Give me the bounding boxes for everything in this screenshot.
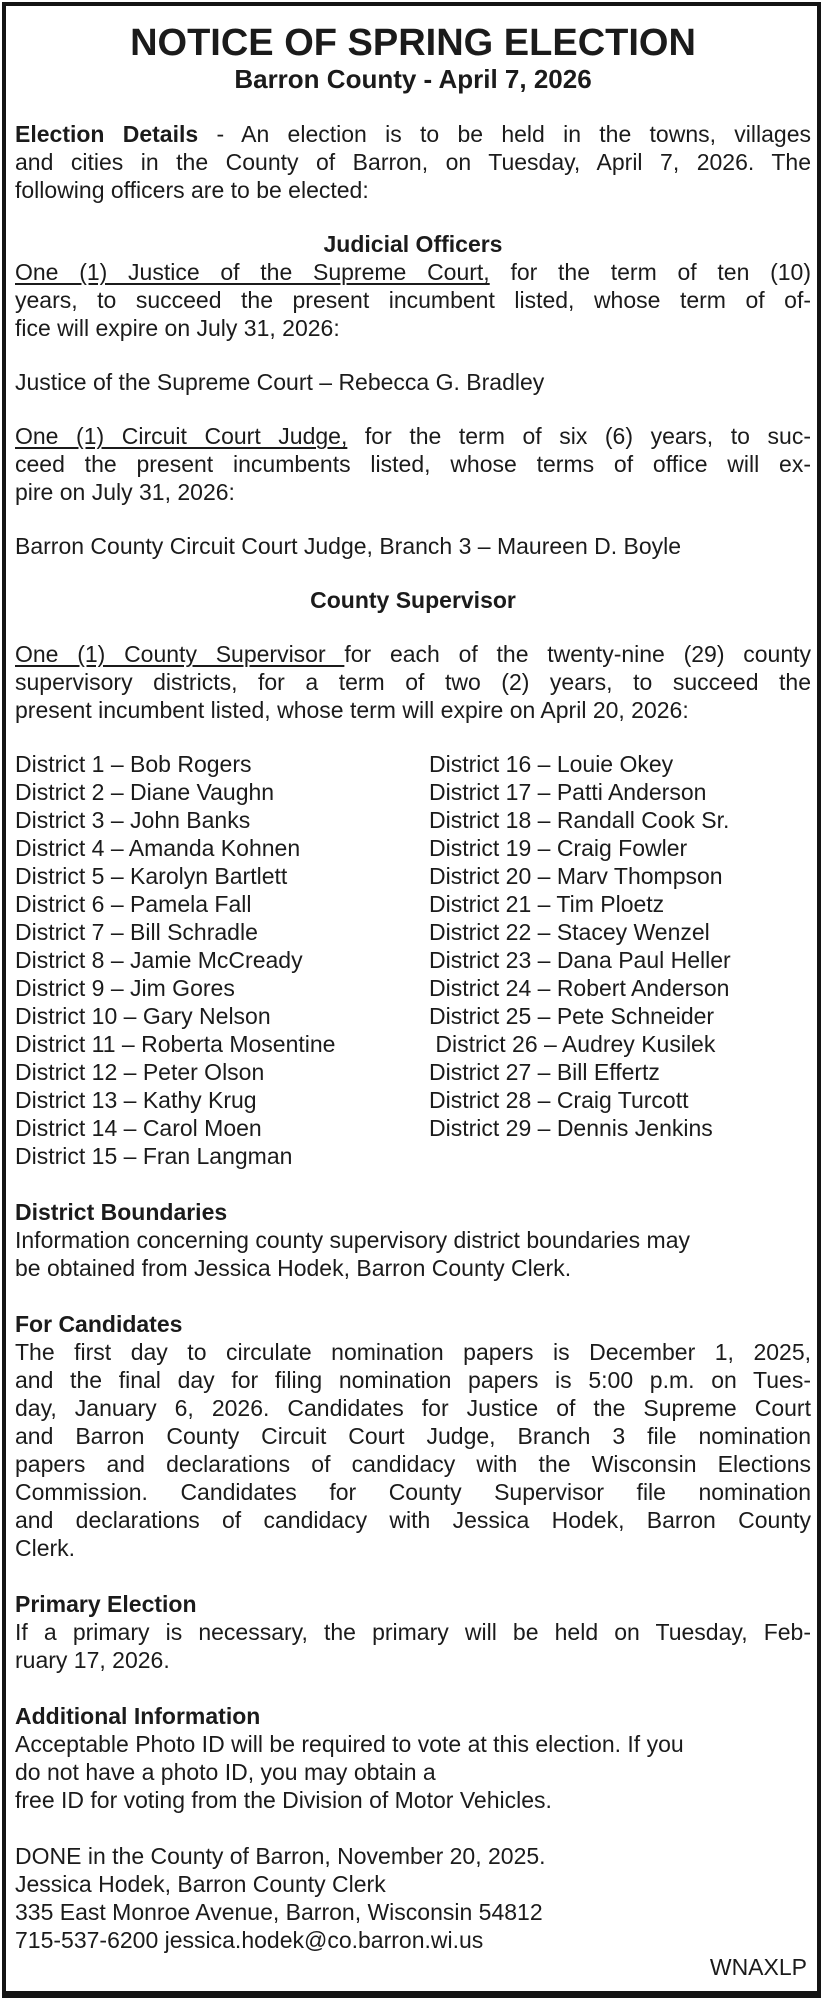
text-line: District 14 – Carol Moen [15,1115,262,1141]
text-line: Clerk. [15,1535,76,1561]
text-line: District 7 – Bill Schradle [15,919,258,945]
text-line: fice will expire on July 31, 2026: [15,315,340,341]
text-line: District 2 – Diane Vaughn [15,779,275,805]
text-line: 715-537-6200 jessica.hodek@co.barron.wi.us [15,1927,484,1953]
heading-primary-election: Primary Election [15,1591,197,1617]
text-line: District 18 – Randall Cook Sr. [429,807,730,833]
text-line [15,422,811,450]
lead-underline: One (1) County Supervisor [15,641,345,667]
paragraph-supreme-court-seat [15,258,811,342]
incumbent-supreme-court: Justice of the Supreme Court – Rebecca G. Bradley [15,369,545,395]
plain-text: for the term of ten (10) [489,259,811,285]
paragraph-additional-information [15,1730,811,1814]
heading-additional-information: Additional Information [15,1703,261,1729]
text-line: District 29 – Dennis Jenkins [429,1115,713,1141]
text-line: and declarations of candidacy with Jessica Hodek, Barron County [15,1507,811,1533]
text-line: District 8 – Jamie McCready [15,947,303,973]
paragraph-district-boundaries [15,1226,811,1282]
text-line: Commission. Candidates for County Supervisor file nomination [15,1479,811,1505]
text-line: 335 East Monroe Avenue, Barron, Wisconsin 54812 [15,1899,543,1925]
closing-block [15,1842,811,1954]
text-line: District 17 – Patti Anderson [429,779,707,805]
text-line: Jessica Hodek, Barron County Clerk [15,1871,386,1897]
plain-text: for the term of six (6) years, to suc- [347,423,811,449]
text-line: supervisory districts, for a term of two (2) years, to succeed the [15,669,811,695]
text-line: District 21 – Tim Ploetz [429,891,665,917]
text-line: District 16 – Louie Okey [429,751,674,777]
text-line: District 10 – Gary Nelson [15,1003,271,1029]
text-line [15,120,811,148]
text-line: papers and declarations of candidacy with the Wisconsin Elections [15,1451,811,1477]
lead-underline: One (1) Circuit Court Judge, [15,423,348,449]
paragraph-circuit-court-seat [15,422,811,506]
text-line: District 5 – Karolyn Bartlett [15,863,288,889]
heading-judicial-officers: Judicial Officers [323,231,503,257]
text-line: and the final day for filing nomination papers is 5:00 p.m. on Tues- [15,1367,811,1393]
notice-subtitle: Barron County - April 7, 2026 [234,64,592,94]
text-line: years, to succeed the present incumbent listed, whose term of of- [15,287,811,313]
text-line: ceed the present incumbents listed, whose terms of office will ex- [15,451,811,477]
text-line: free ID for voting from the Division of Motor Vehicles. [15,1787,552,1813]
incumbent-circuit-court: Barron County Circuit Court Judge, Branch 3 – Maureen D. Boyle [15,533,682,559]
text-line: District 9 – Jim Gores [15,975,235,1001]
text-line: ruary 17, 2026. [15,1647,170,1673]
text-line [15,258,811,286]
lead-bold: Election Details [15,121,199,147]
plain-text: - An election is to be held in the towns, villages [198,121,811,147]
paragraph-primary-election [15,1618,811,1674]
text-line: District 12 – Peter Olson [15,1059,265,1085]
text-line: The first day to circulate nomination papers is December 1, 2025, [15,1339,811,1365]
text-line: District 27 – Bill Effertz [429,1059,660,1085]
lead-underline: One (1) Justice of the Supreme Court, [15,259,490,285]
text-line: District 11 – Roberta Mosentine [15,1031,336,1057]
paragraph-county-supervisor-seats [15,640,811,724]
text-line: District 19 – Craig Fowler [429,835,688,861]
text-line: day, January 6, 2026. Candidates for Justice of the Supreme Court [15,1395,811,1421]
text-line: District 28 – Craig Turcott [429,1087,689,1113]
heading-county-supervisor: County Supervisor [310,587,516,613]
text-line: District 22 – Stacey Wenzel [429,919,710,945]
text-line: District 20 – Marv Thompson [429,863,723,889]
text-line: District 23 – Dana Paul Heller [429,947,731,973]
text-line: District 25 – Pete Schneider [429,1003,715,1029]
text-line: pire on July 31, 2026: [15,479,235,505]
text-line: District 6 – Pamela Fall [15,891,252,917]
text-line: Acceptable Photo ID will be required to vote at this election. If you [15,1731,684,1757]
text-line: District 1 – Bob Rogers [15,751,252,777]
text-line: District 24 – Robert Anderson [429,975,730,1001]
heading-district-boundaries: District Boundaries [15,1199,228,1225]
text-line: District 13 – Kathy Krug [15,1087,257,1113]
plain-text: for each of the twenty-nine (29) county [344,641,811,667]
text-line: If a primary is necessary, the primary will be held on Tuesday, Feb- [15,1619,811,1645]
text-line: District 4 – Amanda Kohnen [15,835,301,861]
district-incumbent-list [15,750,811,1170]
text-line [15,640,811,668]
district-column-right [429,750,811,1170]
text-line: Information concerning county supervisory district boundaries may [15,1227,690,1253]
paragraph-for-candidates [15,1338,811,1562]
notice-title: NOTICE OF SPRING ELECTION [130,22,696,64]
text-line: following officers are to be elected: [15,177,369,203]
notice-border-frame [2,2,821,1998]
paragraph-election-details [15,120,811,204]
text-line: and cities in the County of Barron, on Tuesday, April 7, 2026. The [15,149,811,175]
text-line: District 26 – Audrey Kusilek [429,1031,716,1057]
text-line: present incumbent listed, whose term will expire on April 20, 2026: [15,697,689,723]
text-line: do not have a photo ID, you may obtain a [15,1759,436,1785]
text-line: DONE in the County of Barron, November 20, 2025. [15,1843,546,1869]
wnaxlp-tag: WNAXLP [709,1954,807,1980]
text-line: and Barron County Circuit Court Judge, Branch 3 file nomination [15,1423,811,1449]
text-line: District 15 – Fran Langman [15,1143,293,1169]
text-line: be obtained from Jessica Hodek, Barron County Clerk. [15,1255,572,1281]
text-line: District 3 – John Banks [15,807,251,833]
heading-for-candidates: For Candidates [15,1311,183,1337]
district-column-left [15,750,429,1170]
